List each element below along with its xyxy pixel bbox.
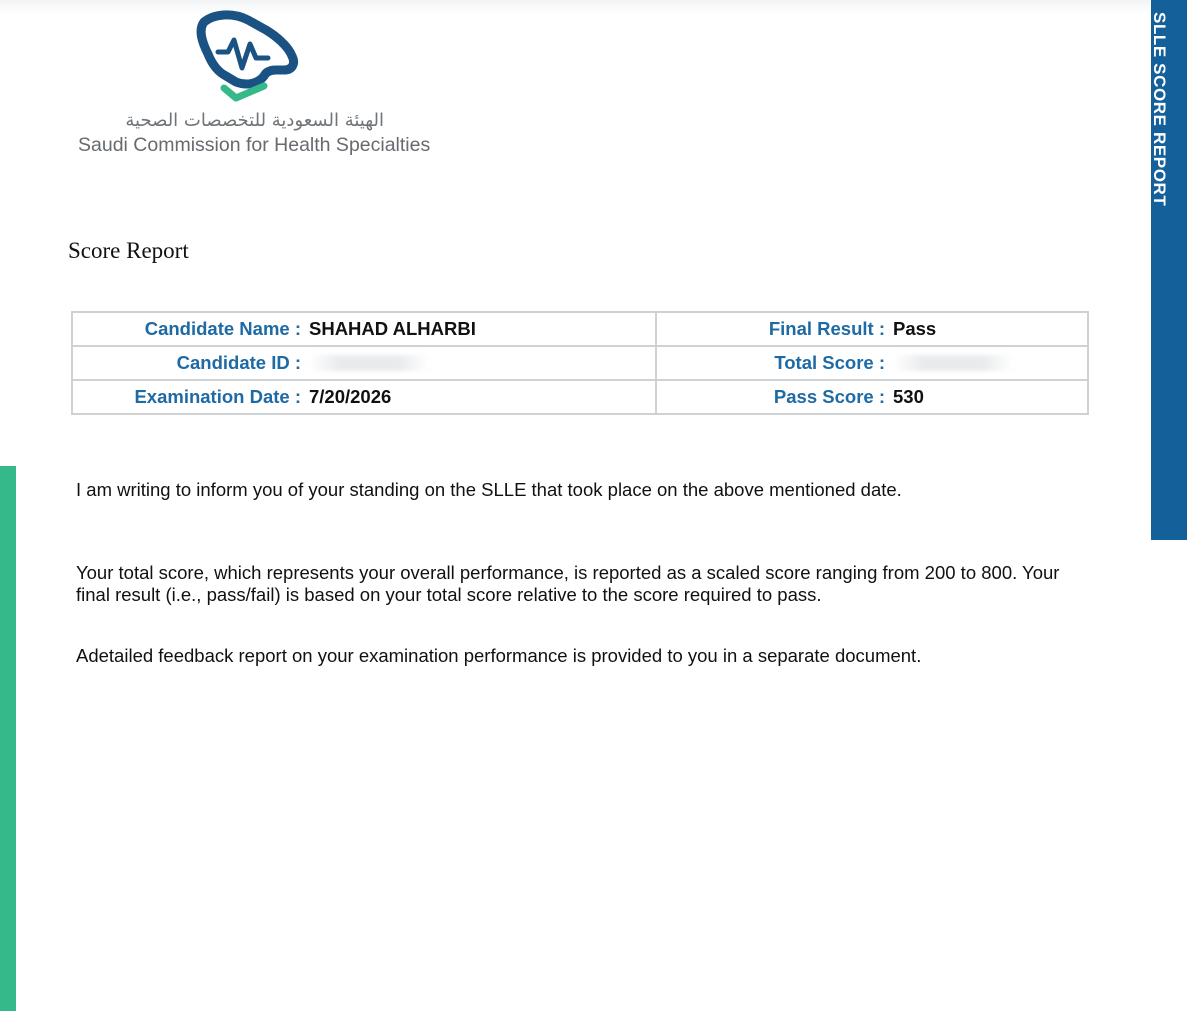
logo-arabic-text: الهيئة السعودية للتخصصات الصحية [125, 110, 384, 131]
pass-score-cell [656, 380, 1088, 414]
pass-score-label: Pass Score : [773, 386, 885, 407]
pass-score-value: 530 [893, 386, 924, 407]
candidate-id-label: Candidate ID : [176, 352, 301, 373]
side-banner [1151, 0, 1187, 540]
table-row [72, 380, 1088, 414]
candidate-name-cell [72, 312, 656, 346]
candidate-name-value: SHAHAD ALHARBI [309, 318, 476, 339]
logo-english-text: Saudi Commission for Health Specialties [78, 134, 431, 156]
examination-date-cell [72, 380, 656, 414]
total-score-paragraph: Your total score, which represents your overall performance, is reported as a scaled score ranging from 200 to 800. Your final result (i.e., pass/fail) is based on your total score relative to the score required to pass. [76, 562, 1060, 605]
candidate-info-table [71, 311, 1089, 415]
examination-date-value: 7/20/2026 [309, 386, 392, 407]
candidate-id-cell [72, 346, 656, 380]
report-title: Score Report [68, 238, 189, 263]
standing-paragraph: I am writing to inform you of your standing on the SLLE that took place on the above mentioned date. [76, 479, 902, 500]
total-score-redacted [893, 355, 1013, 371]
table-row [72, 312, 1088, 346]
scfhs-logo [76, 10, 431, 160]
examination-date-label: Examination Date : [134, 386, 301, 407]
final-result-label: Final Result : [768, 318, 885, 339]
final-result-value: Pass [893, 318, 937, 339]
left-accent-bar [0, 466, 16, 1011]
final-result-cell [656, 312, 1088, 346]
total-score-cell [656, 346, 1088, 380]
scfhs-logo-icon [192, 10, 300, 106]
total-score-label: Total Score : [774, 352, 885, 373]
candidate-name-label: Candidate Name : [144, 318, 301, 339]
side-banner-text: SLLE SCORE REPORT [1150, 12, 1169, 207]
feedback-paragraph: Adetailed feedback report on your examination performance is provided to you in a separate document. [76, 645, 922, 666]
table-row [72, 346, 1088, 380]
candidate-id-redacted [309, 355, 429, 371]
